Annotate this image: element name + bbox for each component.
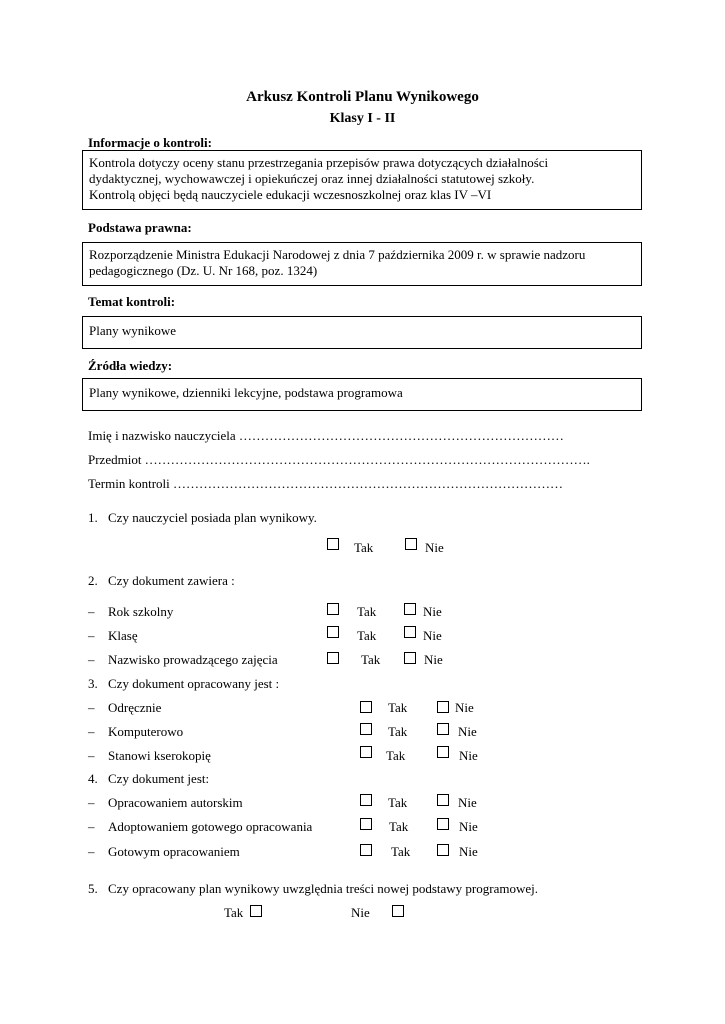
section-line: pedagogicznego (Dz. U. Nr 168, poz. 1324) [89, 263, 318, 278]
no-label: Nie [458, 724, 477, 739]
option-label: Gotowym opracowaniem [108, 844, 240, 859]
bullet-dash: – [88, 795, 95, 810]
no-checkbox[interactable] [437, 723, 449, 735]
no-checkbox[interactable] [437, 844, 449, 856]
no-checkbox[interactable] [437, 701, 449, 713]
question-text: Czy opracowany plan wynikowy uwzględnia treści nowej podstawy programowej. [108, 881, 538, 896]
section-heading-topic: Temat kontroli: [88, 294, 176, 309]
no-checkbox[interactable] [405, 538, 417, 550]
yes-checkbox[interactable] [327, 626, 339, 638]
yes-label: Tak [389, 819, 409, 834]
no-label: Nie [351, 905, 370, 920]
yes-checkbox[interactable] [360, 701, 372, 713]
no-label: Nie [459, 819, 478, 834]
section-heading-sources: Źródła wiedzy: [88, 358, 173, 373]
no-checkbox[interactable] [404, 652, 416, 664]
option-label: Nazwisko prowadzącego zajęcia [108, 652, 278, 667]
yes-label: Tak [361, 652, 381, 667]
no-label: Nie [459, 748, 478, 763]
option-label: Komputerowo [108, 724, 184, 739]
yes-label: Tak [388, 700, 408, 715]
section-line: Kontrola dotyczy oceny stanu przestrzegania przepisów prawa dotyczących działalności [89, 155, 549, 170]
question-number: 1. [88, 510, 98, 525]
document-title: Arkusz Kontroli Planu Wynikowego [246, 89, 479, 105]
subject-field[interactable]: Przedmiot …………………………………………………………………………………………. [88, 452, 590, 467]
question-text: Czy dokument jest: [108, 771, 210, 786]
bullet-dash: – [88, 819, 95, 834]
section-box-info [82, 150, 642, 210]
section-box-legal-basis [82, 242, 642, 286]
yes-label: Tak [391, 844, 411, 859]
yes-checkbox[interactable] [250, 905, 262, 917]
option-label: Adoptowaniem gotowego opracowania [108, 819, 313, 834]
bullet-dash: – [88, 652, 95, 667]
question-number: 3. [88, 676, 98, 691]
bullet-dash: – [88, 748, 95, 763]
section-heading-info: Informacje o kontroli: [88, 135, 212, 150]
no-label: Nie [423, 604, 442, 619]
inspection-date-field[interactable]: Termin kontroli ……………………………………………………………………………… [88, 476, 564, 491]
section-line: Rozporządzenie Ministra Edukacji Narodowej z dnia 7 października 2009 r. w sprawie nadzoru [89, 247, 586, 262]
no-label: Nie [459, 844, 478, 859]
bullet-dash: – [88, 844, 95, 859]
section-box-topic [82, 316, 642, 349]
no-checkbox[interactable] [404, 626, 416, 638]
yes-label: Tak [388, 795, 408, 810]
option-label: Stanowi kserokopię [108, 748, 211, 763]
no-checkbox[interactable] [437, 818, 449, 830]
bullet-dash: – [88, 724, 95, 739]
no-label: Nie [423, 628, 442, 643]
yes-checkbox[interactable] [360, 746, 372, 758]
section-line: dydaktycznej, wychowawczej i opiekuńczej oraz innej działalności statutowej szkoły. [89, 171, 535, 186]
no-checkbox[interactable] [437, 794, 449, 806]
option-label: Opracowaniem autorskim [108, 795, 243, 810]
section-heading-legal-basis: Podstawa prawna: [88, 220, 192, 235]
no-checkbox[interactable] [392, 905, 404, 917]
question-text: Czy nauczyciel posiada plan wynikowy. [108, 510, 317, 525]
section-line: Kontrolą objęci będą nauczyciele edukacji wczesnoszkolnej oraz klas IV –VI [89, 187, 492, 202]
option-label: Odręcznie [108, 700, 162, 715]
question-text: Czy dokument zawiera : [108, 573, 235, 588]
yes-checkbox[interactable] [327, 652, 339, 664]
no-label: Nie [424, 652, 443, 667]
yes-label: Tak [224, 905, 244, 920]
yes-checkbox[interactable] [327, 603, 339, 615]
section-box-sources [82, 378, 642, 411]
question-number: 2. [88, 573, 98, 588]
section-line: Plany wynikowe [89, 323, 177, 338]
question-number: 5. [88, 881, 98, 896]
yes-checkbox[interactable] [360, 844, 372, 856]
question-text: Czy dokument opracowany jest : [108, 676, 280, 691]
teacher-name-field[interactable]: Imię i nazwisko nauczyciela ………………………………………………………………… [88, 428, 564, 443]
question-number: 4. [88, 771, 98, 786]
yes-label: Tak [388, 724, 408, 739]
yes-checkbox[interactable] [360, 723, 372, 735]
option-label: Klasę [108, 628, 138, 643]
no-label: Nie [425, 540, 444, 555]
no-label: Nie [455, 700, 474, 715]
no-label: Nie [458, 795, 477, 810]
no-checkbox[interactable] [437, 746, 449, 758]
yes-checkbox[interactable] [327, 538, 339, 550]
bullet-dash: – [88, 628, 95, 643]
yes-label: Tak [354, 540, 374, 555]
yes-label: Tak [386, 748, 406, 763]
bullet-dash: – [88, 604, 95, 619]
section-line: Plany wynikowe, dzienniki lekcyjne, podstawa programowa [89, 385, 403, 400]
document-subtitle: Klasy I - II [329, 111, 396, 126]
no-checkbox[interactable] [404, 603, 416, 615]
bullet-dash: – [88, 700, 95, 715]
yes-label: Tak [357, 604, 377, 619]
yes-checkbox[interactable] [360, 818, 372, 830]
yes-checkbox[interactable] [360, 794, 372, 806]
option-label: Rok szkolny [108, 604, 174, 619]
yes-label: Tak [357, 628, 377, 643]
